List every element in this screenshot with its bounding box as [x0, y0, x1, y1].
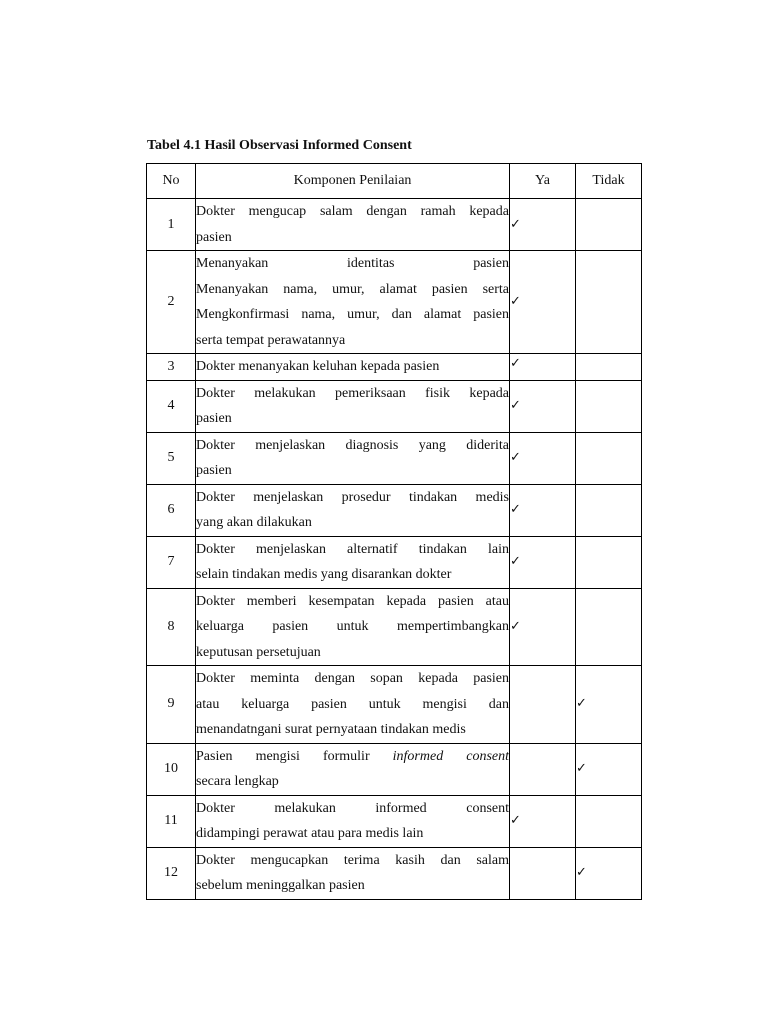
- komponen-cell: [196, 666, 510, 744]
- komponen-cell: [196, 432, 510, 484]
- komponen-cell: [196, 199, 510, 251]
- komponen-cell: [196, 588, 510, 666]
- komponen-line: Dokter mengucap salam dengan ramah kepada: [196, 204, 509, 219]
- komponen-line: Menanyakan nama, umur, alamat pasien serta: [196, 281, 509, 297]
- komponen-line: pasien: [196, 463, 232, 478]
- row-number: 6: [147, 484, 196, 536]
- ya-cell: [510, 354, 576, 381]
- komponen-line: secara lengkap: [196, 774, 279, 789]
- table-row: [147, 432, 642, 484]
- check-icon: ✓: [510, 216, 521, 232]
- tidak-cell: [576, 536, 642, 588]
- komponen-cell: [196, 847, 510, 899]
- komponen-line: Dokter memberi kesempatan kepada pasien atau: [196, 593, 509, 609]
- komponen-line: yang akan dilakukan: [196, 515, 312, 530]
- tidak-cell: [576, 199, 642, 251]
- table-row: [147, 484, 642, 536]
- check-icon: ✓: [510, 813, 521, 828]
- header-ya: Ya: [510, 164, 576, 199]
- row-number: 11: [147, 795, 196, 847]
- table-row: [147, 380, 642, 432]
- komponen-cell: [196, 484, 510, 536]
- komponen-line: Dokter menanyakan keluhan kepada pasien: [196, 359, 440, 374]
- tidak-cell: [576, 484, 642, 536]
- komponen-line: sebelum meninggalkan pasien: [196, 878, 365, 893]
- komponen-cell: [196, 743, 510, 795]
- ya-cell: [510, 199, 576, 251]
- table-row: [147, 795, 642, 847]
- komponen-cell: [196, 536, 510, 588]
- komponen-line: Dokter menjelaskan diagnosis yang diderita: [196, 437, 509, 453]
- ya-cell: [510, 666, 576, 744]
- header-tidak: Tidak: [576, 164, 642, 199]
- komponen-line: Dokter melakukan informed consent: [196, 800, 509, 816]
- komponen-line: Dokter melakukan pemeriksaan fisik kepada: [196, 385, 509, 401]
- komponen-line: [196, 744, 509, 770]
- row-number: 10: [147, 743, 196, 795]
- komponen-line: Dokter mengucapkan terima kasih dan salam: [196, 852, 509, 868]
- check-icon: ✓: [510, 294, 521, 309]
- ya-cell: [510, 484, 576, 536]
- tidak-cell: [576, 666, 642, 744]
- komponen-line: pasien: [196, 411, 232, 426]
- komponen-text: Pasien mengisi formulir: [196, 748, 370, 764]
- check-icon: ✓: [510, 356, 521, 371]
- check-icon: ✓: [576, 865, 587, 880]
- komponen-line: Dokter menjelaskan prosedur tindakan medis: [196, 489, 509, 505]
- check-icon: ✓: [576, 696, 587, 712]
- komponen-line: keputusan persetujuan: [196, 644, 321, 660]
- table-row: [147, 199, 642, 251]
- tidak-cell: [576, 743, 642, 795]
- ya-cell: [510, 743, 576, 795]
- observation-table: [146, 163, 642, 900]
- komponen-line: didampingi perawat atau para medis lain: [196, 826, 424, 841]
- tidak-cell: [576, 795, 642, 847]
- komponen-line: keluarga pasien untuk mempertimbangkan: [196, 619, 509, 634]
- komponen-line: Menanyakan identitas pasien: [196, 256, 509, 271]
- row-number: 5: [147, 432, 196, 484]
- row-number: 1: [147, 199, 196, 251]
- komponen-cell: [196, 354, 510, 381]
- table-header-row: [147, 164, 642, 199]
- tidak-cell: [576, 354, 642, 381]
- ya-cell: [510, 432, 576, 484]
- check-icon: ✓: [510, 502, 521, 517]
- ya-cell: [510, 795, 576, 847]
- ya-cell: [510, 251, 576, 354]
- komponen-cell: [196, 380, 510, 432]
- check-icon: ✓: [510, 554, 521, 569]
- ya-cell: [510, 588, 576, 666]
- table-row: [147, 588, 642, 666]
- komponen-line: pasien: [196, 229, 232, 245]
- row-number: 8: [147, 588, 196, 666]
- row-number: 12: [147, 847, 196, 899]
- header-komponen: Komponen Penilaian: [196, 164, 510, 199]
- row-number: 9: [147, 666, 196, 744]
- header-no: No: [147, 164, 196, 199]
- table-row: [147, 536, 642, 588]
- tidak-cell: [576, 588, 642, 666]
- table-row: [147, 251, 642, 354]
- komponen-line: Dokter meminta dengan sopan kepada pasien: [196, 671, 509, 686]
- tidak-cell: [576, 847, 642, 899]
- komponen-cell: [196, 251, 510, 354]
- ya-cell: [510, 847, 576, 899]
- row-number: 4: [147, 380, 196, 432]
- check-icon: ✓: [576, 761, 587, 776]
- table-caption: Tabel 4.1 Hasil Observasi Informed Consent: [147, 138, 412, 153]
- table-row: [147, 743, 642, 795]
- komponen-line: serta tempat perawatannya: [196, 332, 346, 348]
- row-number: 2: [147, 251, 196, 354]
- komponen-line: selain tindakan medis yang disarankan dokter: [196, 567, 452, 582]
- table-row: [147, 354, 642, 381]
- row-number: 7: [147, 536, 196, 588]
- tidak-cell: [576, 251, 642, 354]
- tidak-cell: [576, 432, 642, 484]
- komponen-line: Dokter menjelaskan alternatif tindakan lain: [196, 541, 509, 557]
- komponen-line: menandatngani surat pernyataan tindakan medis: [196, 722, 466, 737]
- tidak-cell: [576, 380, 642, 432]
- row-number: 3: [147, 354, 196, 381]
- check-icon: ✓: [510, 618, 521, 634]
- ya-cell: [510, 380, 576, 432]
- komponen-line: Mengkonfirmasi nama, umur, dan alamat pasien: [196, 307, 509, 322]
- komponen-cell: [196, 795, 510, 847]
- komponen-line: atau keluarga pasien untuk mengisi dan: [196, 696, 509, 712]
- ya-cell: [510, 536, 576, 588]
- check-icon: ✓: [510, 398, 521, 413]
- komponen-italic-text: informed consent: [392, 748, 509, 764]
- table-row: [147, 666, 642, 744]
- table-row: [147, 847, 642, 899]
- check-icon: ✓: [510, 450, 521, 465]
